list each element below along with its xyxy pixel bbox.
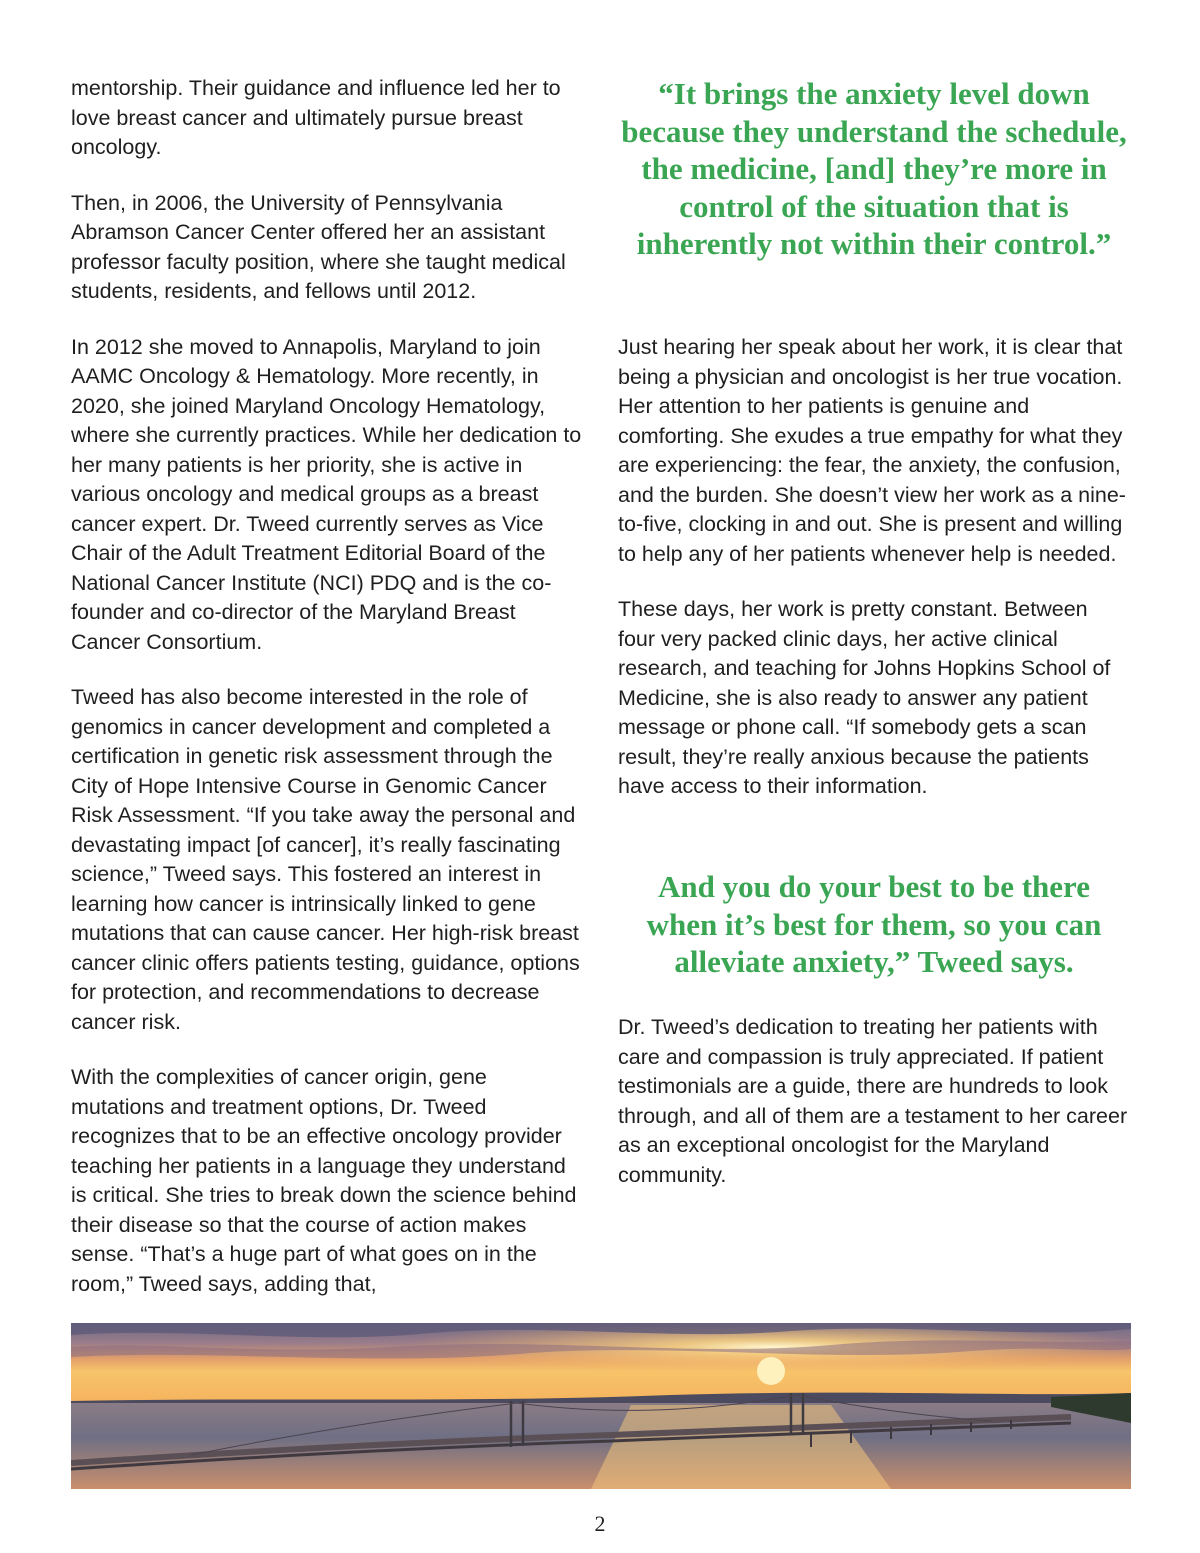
paragraph-annapolis: In 2012 she moved to Annapolis, Maryland to join AAMC Oncology & Hematology. More recently, in 2020, she joined Maryland Oncology Hematology, where she currently practices. While her dedication to her many patients is her priority, she is active in various oncology and medical groups as a breast cancer expert. Dr. Tweed currently serves as Vice Chair of the Adult Treatment Editorial Board of the National Cancer Institute (NCI) PDQ and is the co-founder and co-director of the Maryland Breast Cancer Consortium. xyxy=(71,334,582,654)
right-column-top xyxy=(618,333,1130,828)
right-column-bottom xyxy=(618,1013,1130,1216)
paragraph-vocation: Just hearing her speak about her work, it is clear that being a physician and oncologist is her true vocation. Her attention to her patients is genuine and comforting. She exudes a true empathy for what they are experiencing: the fear, the anxiety, the confusion, and the burden. She doesn’t view her work as a nine-to-five, clocking in and out. She is present and willing to help any of her patients whenever help is needed. xyxy=(618,335,1126,566)
left-column xyxy=(71,74,583,1325)
paragraph-constant-work: These days, her work is pretty constant. Between four very packed clinic days, her active clinical research, and teaching for Johns Hopkins School of Medicine, she is also ready to answer any patient message or phone call. “If somebody gets a scan result, they’re really anxious because the patients have access to their information. xyxy=(618,597,1111,798)
paragraph-dedication: Dr. Tweed’s dedication to treating her patients with care and compassion is truly appreciated. If patient testimonials are a guide, there are hundreds to look through, and all of them are a testament to her career as an exceptional oncologist for the Maryland community. xyxy=(618,1015,1128,1187)
paragraph-complexities: With the complexities of cancer origin, gene mutations and treatment options, Dr. Tweed recognizes that to be an effective oncology provider teaching her patients in a language they understand is critical. She tries to break down the science behind their disease so that the course of action makes sense. “That’s a huge part of what goes on in the room,” Tweed says, adding that, xyxy=(71,1065,577,1296)
pull-quote-anxiety: “It brings the anxiety level down because they understand the schedule, the medicine, [and] they’re more in control of the situation that is inherently not within their control.” xyxy=(621,76,1127,261)
page-number: 2 xyxy=(594,1511,606,1536)
paragraph-mentorship: mentorship. Their guidance and influence led her to love breast cancer and ultimately pursue breast oncology. xyxy=(71,76,561,159)
paragraph-upenn: Then, in 2006, the University of Pennsylvania Abramson Cancer Center offered her an assistant professor faculty position, where she taught medical students, residents, and fellows until 2012. xyxy=(71,190,566,303)
paragraph-genomics: Tweed has also become interested in the role of genomics in cancer development and completed a certification in genetic risk assessment through the City of Hope Intensive Course in Genomic Cancer Risk Assessment. “If you take away the personal and devastating impact [of cancer], it’s really fascinating science,” Tweed says. This fostered an interest in learning how cancer is intrinsically linked to gene mutations that can cause cancer. Her high-risk breast cancer clinic offers patients testing, guidance, options for protection, and recommendations to decrease cancer risk. xyxy=(71,685,580,1034)
bridge-sunset-image xyxy=(71,1323,1131,1489)
pull-quote-best-for-them: And you do your best to be there when it’s best for them, so you can alleviate anxiety,” Tweed says. xyxy=(646,869,1102,979)
bridge-sunset-banner xyxy=(71,1323,1131,1489)
